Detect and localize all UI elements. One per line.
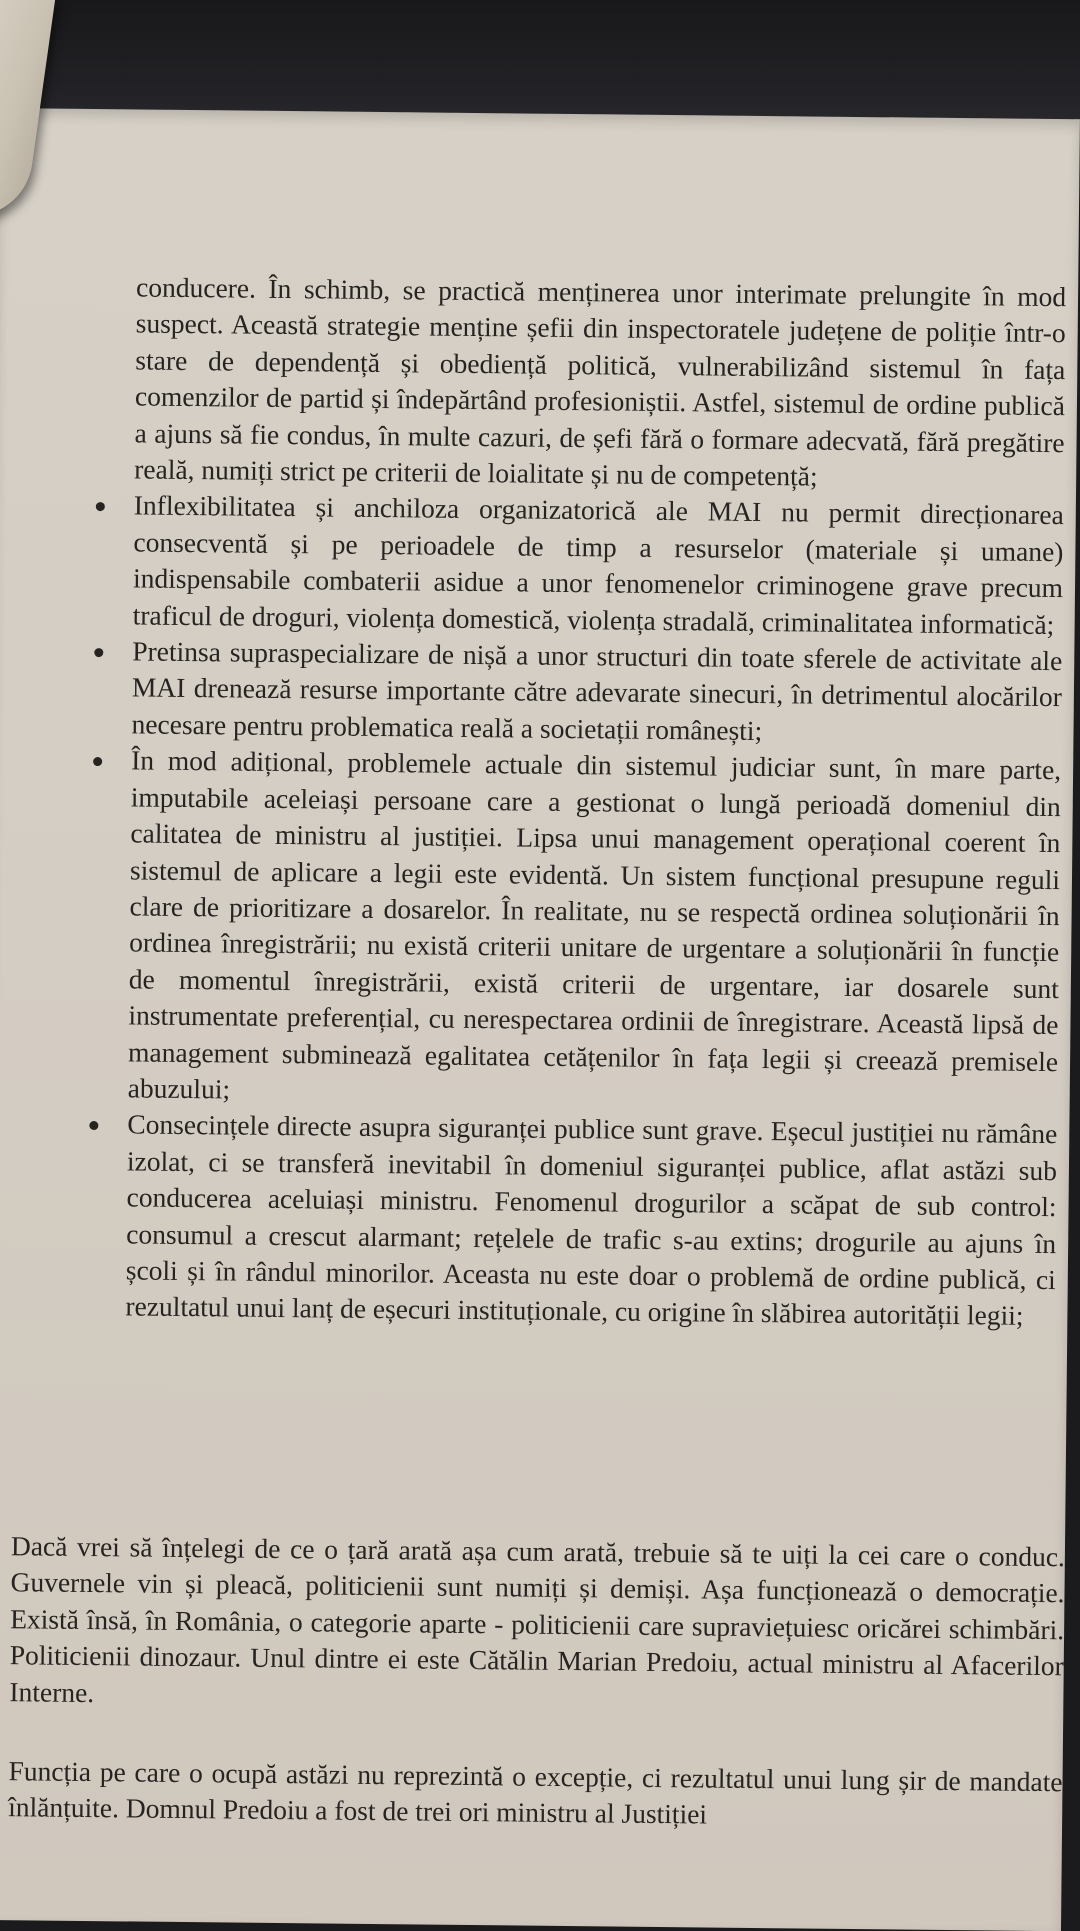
document-page — [0, 108, 1080, 1931]
bullet-item — [90, 742, 1062, 1116]
bullet-item — [93, 633, 1062, 752]
bullet-text: În mod adițional, problemele actuale din sistemul judiciar sunt, în mare parte, imputabile aceleiași persoane care a gestionat o lungă perioadă domeniul din calitatea de ministru al justiției. Lipsa unui management operațional coerent în sistemul de aplicare a legii este evidentă. Un sistem funcțional presupune reguli clare de prioritizare a dosarelor. În realitate, nu se respectă ordinea soluționării în ordinea înregistrării; nu există criterii unitare de urgentare a soluționării în funcție de momentul înregistrării, există criterii de urgentare, iar dosarele sunt instrumentate preferențial, cu nerespectarea ordinii de înregistrare. Această lipsă de management subminează egalitatea cetățenilor în fața legii și creează premisele abuzului; — [127, 744, 1062, 1105]
lead-paragraph: conducere. În schimb, se practică menținerea unor interimate prelungite în mod suspect. Această strategie menține șefii din inspectoratele județene de poliție într-o stare de dependență și obediență politică, vulnerabilizând sistemul în fața comenzilor de partid și îndepărtând profesioniștii. Astfel, sistemul de ordine publică a ajuns să fie condus, în multe cazuri, de șefi fără o formare adecvată, fără pregătire reală, numiți strict pe criterii de loialitate și nu de competență; — [134, 271, 1067, 492]
bullet-dot-icon — [93, 757, 102, 766]
bullet-dot-icon — [89, 1121, 98, 1130]
bullet-text: Consecințele directe asupra siguranței publice sunt grave. Eșecul justiției nu rămâne izolat, ci se transferă inevitabil în domeniul siguranței publice, aflat astăzi sub conducerea aceluiași ministru. Fenomenul drogurilor a scăpat de sub control: consumul a crescut alarmant; rețelele de trafic s-au extins; drogurile au ajuns în școli și în rândul minorilor. Aceasta nu este doar o problemă de ordine publică, ci rezultatul unui lanț de eșecuri instituționale, cu origine în slăbirea autorității legii; — [125, 1108, 1058, 1332]
bullet-item — [95, 487, 1064, 643]
body-paragraph: Funcția pe care o ocupă astăzi nu reprezintă o excepție, ci rezultatul unui lung șir de mandate înlănțuite. Domnul Predoiu a fost de trei ori ministru al Justiției — [8, 1755, 1063, 1830]
bullet-dot-icon — [96, 502, 105, 511]
bullet-item — [87, 1106, 1057, 1335]
bullet-dot-icon — [94, 648, 103, 657]
body-paragraph: Dacă vrei să înțelegi de ce o țară arată așa cum arată, trebuie să te uiți la cei care o conduc. Guvernele vin și pleacă, politicienii sunt numiți și demiși. Așa funcționează o democrație. Există însă, în România, o categorie aparte - politicienii care supraviețuiesc oricărei schimbări. Politicienii dinozaur. Unul dintre ei este Cătălin Marian Predoiu, actual ministru al Afacerilor Interne. — [9, 1530, 1066, 1708]
bullet-text: Pretinsa supraspecializare de nișă a unor structuri din toate sferele de activitate ale MAI drenează resurse importante către adevarate sinecuri, în detrimentul alocărilor necesare pentru problematica reală a societații românești; — [131, 635, 1063, 746]
page-content — [0, 108, 1080, 1931]
bullet-list — [87, 269, 1066, 1335]
bullet-text: Inflexibilitatea și anchiloza organizatorică ale MAI nu permit direcționarea consecventă și pe perioadele de timp a resurselor (materiale și umane) indispensabile combaterii asidue a unor fenomenelor criminogene grave precum traficul de droguri, violența domestică, violența stradală, criminalitatea informatică; — [132, 489, 1064, 640]
